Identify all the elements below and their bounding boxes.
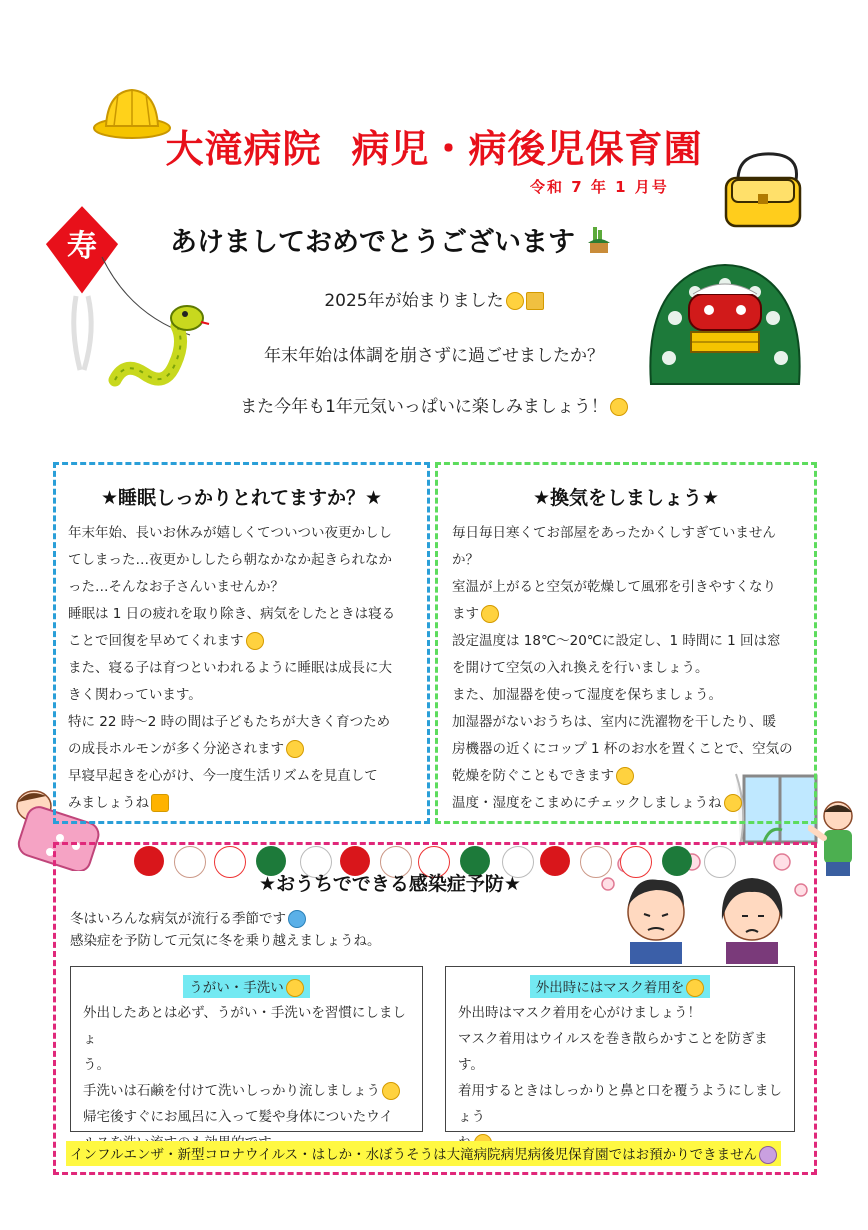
handwashing-card (70, 966, 423, 1132)
ventilation-line-text: 乾燥を防ぐこともできます (452, 768, 614, 784)
ventilation-line: 毎日毎日寒くてお部屋をあったかくしすぎていません (452, 525, 776, 541)
sleep-line-text: みましょうね (68, 795, 149, 811)
new-year-greeting (170, 220, 614, 259)
new-year-charms-row (134, 423, 734, 457)
title-nursery: 病児・病後児保育園 (351, 127, 703, 171)
greeting-line-3-text: また今年も1年元気いっぱいに楽しみましょう！ (240, 397, 608, 417)
ok-hand-icon (724, 794, 742, 812)
medical-mask-face-icon (686, 979, 704, 997)
sleep-line (68, 628, 427, 655)
ventilation-line (452, 763, 814, 790)
handwashing-line (83, 1078, 410, 1104)
wind-icon (288, 910, 306, 928)
sleep-line (68, 736, 427, 763)
smiling-face-icon (246, 632, 264, 650)
mask-line: マスク着用はウイルスを巻き散らかすことを防ぎま (458, 1031, 768, 1047)
mask-line: 着用するときはしっかりと鼻と口を覆うようにしましょう (458, 1083, 782, 1125)
infection-intro-text: 冬はいろんな病気が流行る季節です (70, 911, 286, 927)
sleep-body (68, 520, 427, 817)
party-popper-icon (526, 292, 544, 310)
smiling-hearts-face-icon (610, 398, 628, 416)
sparkle-burst-icon (151, 794, 169, 812)
sleep-line: 早寝早起きを心がけ、今一度生活リズムを見直して (68, 768, 378, 784)
ventilation-line (452, 601, 814, 628)
greeting-line-1-text: 2025年が始まりました (324, 291, 504, 311)
ventilation-line: か？ (452, 552, 479, 568)
sleep-line: また、寝る子は育つといわれるように睡眠は成長に大 (68, 660, 392, 676)
infection-heading: ★おうちでできる感染症予防★ (259, 873, 521, 895)
sleep-line: きく関わっています。 (68, 687, 202, 703)
sad-face-icon (481, 605, 499, 623)
issue-date: 令和 7 年 1 月号 (530, 178, 669, 196)
ventilation-line-text: ます (452, 606, 479, 622)
greeting-title: あけましておめでとうございます (170, 227, 575, 258)
mask-line: す。 (458, 1057, 484, 1073)
mask-title-text: 外出時にはマスク着用を (535, 980, 685, 996)
handwashing-title-text: うがい・手洗い (189, 980, 284, 996)
sleep-line-text: の成長ホルモンが多く分泌されます (68, 741, 284, 757)
shishimai-illustration (645, 258, 805, 388)
infection-intro-line (70, 908, 814, 930)
admission-notice-text: インフルエンザ・新型コロナウイルス・はしか・水ぼうそうは大滝病院病児病後児保育園ではお預かりできません (70, 1147, 758, 1163)
title-hospital: 大滝病院 (165, 127, 322, 171)
sleep-line: てしまった…夜更かししたら朝なかなか起きられなか (68, 552, 392, 568)
sleep-heading: ★睡眠しっかりとれてますか？★ (100, 487, 383, 509)
ventilation-line: 加湿器がないおうちは、室内に洗濯物を干したり、暖 (452, 714, 776, 730)
mask-title (530, 975, 711, 998)
sleep-line: 年末年始、長いお休みが嬉しくてついつい夜更かしし (68, 525, 392, 541)
ventilation-line (452, 790, 814, 817)
sleep-line: 特に 22 時〜2 時の間は子どもたちが大きく育つため (68, 714, 391, 730)
mask-line: 外出時はマスク着用を心がけましょう！ (458, 1005, 701, 1021)
page-title (0, 118, 868, 173)
sleep-section (53, 462, 430, 824)
handwashing-title (183, 975, 310, 998)
sleep-line: 睡眠は 1 日の疲れを取り除き、病気をしたときは寝る (68, 606, 396, 622)
admission-notice (66, 1141, 781, 1166)
ventilation-section (435, 462, 817, 824)
ventilation-line: を開けて空気の入れ換えを行いましょう。 (452, 660, 709, 676)
raised-hand-icon (286, 979, 304, 997)
ventilation-body (452, 520, 814, 817)
ventilation-line: また、加湿器を使って湿度を保ちましょう。 (452, 687, 722, 703)
kite-character: 寿 (67, 229, 97, 264)
clapping-hands-icon (506, 292, 524, 310)
ventilation-line-text: 温度・湿度をこまめにチェックしましょうね (452, 795, 722, 811)
grinning-face-icon (616, 767, 634, 785)
handwashing-line-text: 手洗いは石鹸を付けて洗いしっかり流しましょう (83, 1083, 380, 1099)
ventilation-line: 室温が上がると空気が乾燥して風邪を引きやすくなり (452, 579, 776, 595)
greeting-line-3 (0, 392, 868, 417)
mask-card (445, 966, 795, 1132)
greeting-line-2: 年末年始は体調を崩さずに過ごせましたか？ (264, 346, 604, 366)
infection-intro-line: 感染症を予防して元気に冬を乗り越えましょうね。 (70, 933, 381, 949)
grinning-face-icon (286, 740, 304, 758)
infection-intro (70, 908, 814, 952)
sleep-line-text: ことで回復を早めてくれます (68, 633, 244, 649)
sleep-line (68, 790, 427, 817)
greeting-line-1 (0, 286, 868, 311)
handwashing-line: う。 (83, 1057, 110, 1073)
ventilation-line: 房機器の近くにコップ 1 杯のお水を置くことで、空気の (452, 741, 793, 757)
ventilation-heading: ★換気をしましょう★ (532, 487, 720, 509)
relieved-face-icon (382, 1082, 400, 1100)
sleep-line: った…そんなお子さんいませんか？ (68, 579, 284, 595)
kadomatsu-icon (584, 225, 614, 255)
handwashing-line: 外出したあとは必ず、うがい・手洗いを習慣にしましょ (83, 1005, 406, 1047)
ventilation-line: 設定温度は 18℃〜20℃に設定し、1 時間に 1 回は窓 (452, 633, 781, 649)
person-gesturing-no-icon (759, 1146, 777, 1164)
handwashing-line: 帰宅後すぐにお風呂に入って髪や身体についたウイ (83, 1109, 393, 1125)
